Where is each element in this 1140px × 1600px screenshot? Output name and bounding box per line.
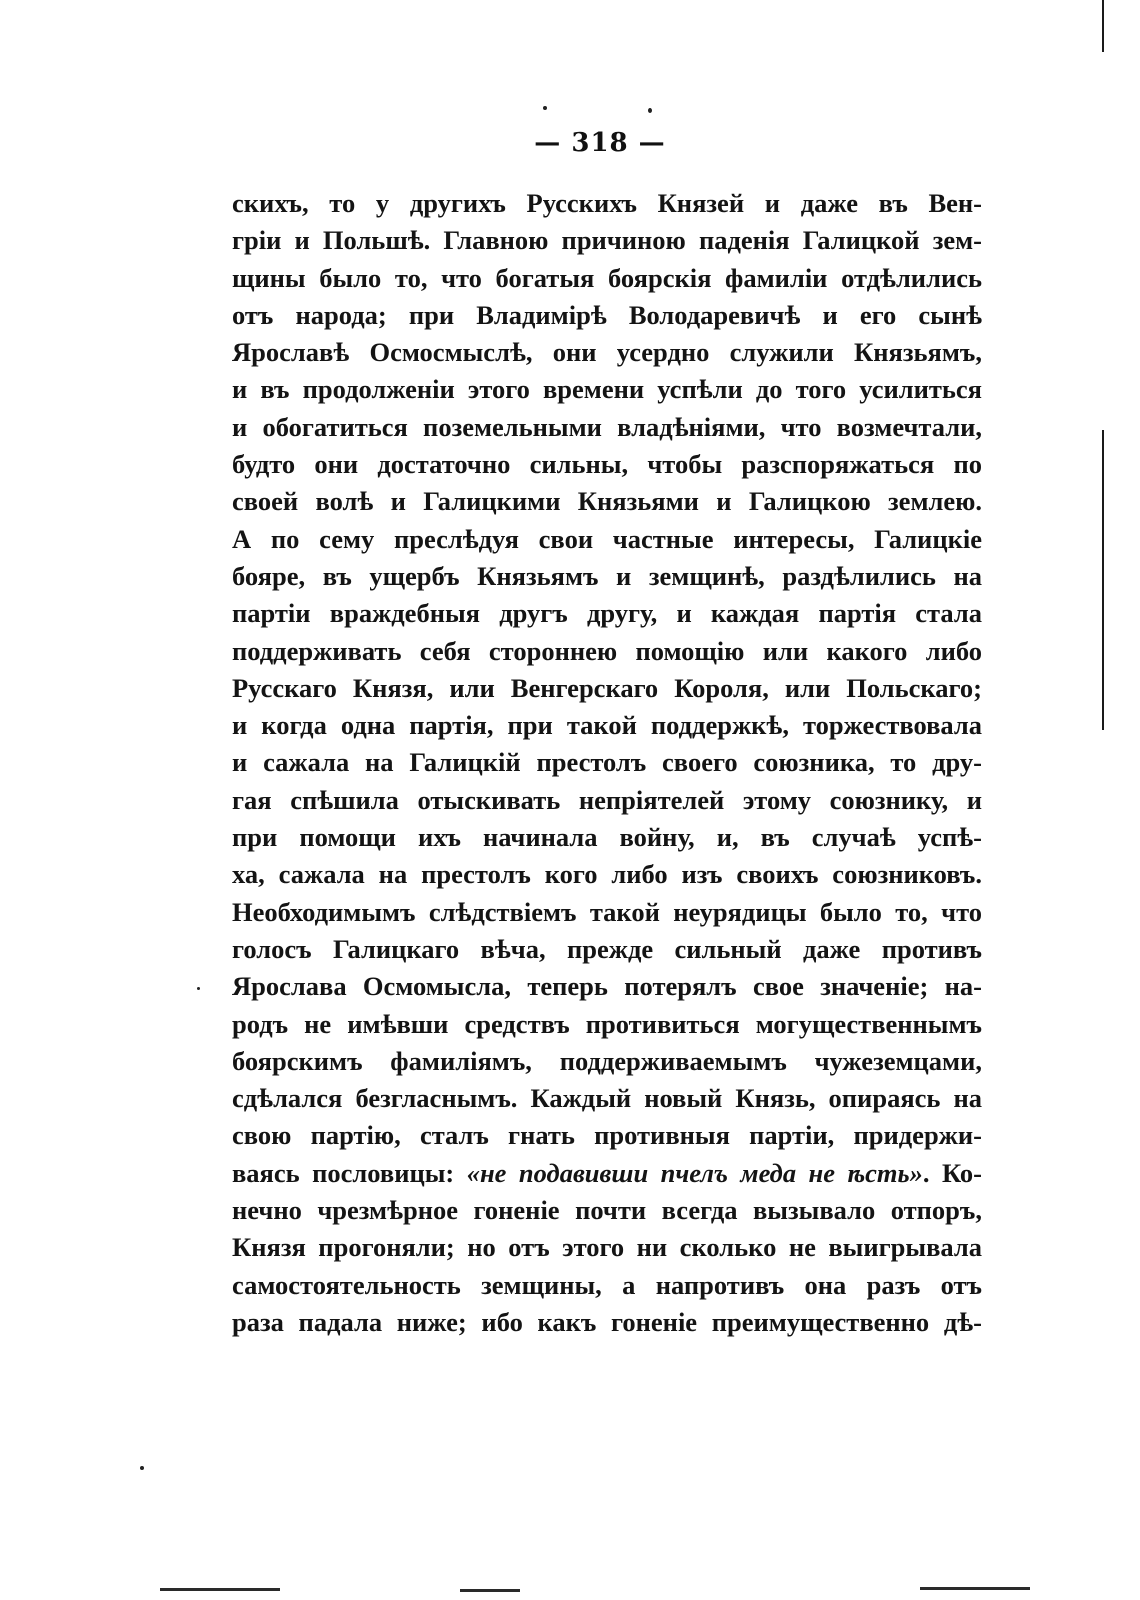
text-line: свою партію, сталъ гнать противныя партіи, придержи- [232,1120,982,1151]
text-line: скихъ, то у другихъ Русскихъ Князей и даже въ Вен- [232,188,982,218]
scan-speck [648,108,652,113]
text-line: гая спѣшила отыскивать непріятелей этому союзнику, и [232,784,982,815]
text-line: своей волѣ и Галицкими Князьями и Галицкою землею. [232,486,982,517]
scan-speck [197,987,200,990]
text-line: и обогатиться поземельными владѣніями, что возмечтали, [232,411,982,442]
text-line: ха, сажала на престолъ кого либо изъ своихъ союзниковъ. [232,859,982,890]
scan-speck [543,106,547,110]
body-text [232,185,982,1341]
text-line: и когда одна партія, при такой поддержкѣ, торжествовала [232,710,982,741]
text-line: раза падала ниже; ибо какъ гоненіе преимущественно дѣ- [232,1306,982,1337]
scan-smudge [460,1589,520,1592]
text-line: Необходимымъ слѣдствіемъ такой неурядицы было то, что [232,896,982,927]
line-text-before: ваясь пословицы: [232,1157,467,1188]
binding-edge-top [1102,0,1104,52]
binding-edge-middle [1102,430,1104,730]
text-line: поддерживать себя стороннею помощію или какого либо [232,635,982,666]
scan-smudge [160,1588,280,1591]
text-line: родъ не имѣвши средствъ противиться могущественнымъ [232,1008,982,1039]
text-line: и въ продолженіи этого времени успѣли до того усилиться [232,374,982,405]
text-line: и сажала на Галицкій престолъ своего союзника, то дру- [232,747,982,778]
text-line: Ярославѣ Осмосмыслѣ, они усердно служили Князьямъ, [232,337,982,368]
text-line: боярскимъ фамиліямъ, поддерживаемымъ чужеземцами, [232,1045,982,1076]
line-text-after: . Ко- [922,1157,982,1188]
text-line: будто они достаточно сильны, чтобы разспоряжаться по [232,449,982,480]
proverb-quote: «не подавивши пчелъ меда не ѣсть» [466,1157,923,1188]
text-line: отъ народа; при Владимірѣ Володаревичѣ и его сынѣ [232,299,982,330]
text-line: сдѣлался безгласнымъ. Каждый новый Князь, опираясь на [232,1083,982,1114]
text-line: бояре, въ ущербъ Князьямъ и земщинѣ, раздѣлились на [232,560,982,591]
text-line: голосъ Галицкаго вѣча, прежде сильный даже противъ [232,933,982,964]
scan-smudge [920,1587,1030,1590]
text-line: при помощи ихъ начинала войну, и, въ случаѣ успѣ- [232,822,982,853]
text-line: А по сему преслѣдуя свои частные интересы, Галицкіе [232,523,982,554]
scan-speck [140,1466,144,1470]
text-line: нечно чрезмѣрное гоненіе почти всегда вызывало отпоръ, [232,1195,982,1226]
text-line: партіи враждебныя другъ другу, и каждая партія стала [232,598,982,629]
text-line: Ярослава Осмомысла, теперь потерялъ свое значеніе; на- [232,971,982,1002]
text-line-proverb [232,1155,982,1192]
text-line: гріи и Польшѣ. Главною причиною паденія Галицкой зем- [232,225,982,256]
text-line: Князя прогоняли; но отъ этого ни сколько не выигрывала [232,1232,982,1263]
text-line: Русскаго Князя, или Венгерскаго Короля, или Польскаго; [232,672,982,703]
text-line: щины было то, что богатыя боярскія фамиліи отдѣлились [232,262,982,293]
page-number: — 318 — [534,128,666,158]
text-line: самостоятельность земщины, а напротивъ она разъ отъ [232,1269,982,1300]
